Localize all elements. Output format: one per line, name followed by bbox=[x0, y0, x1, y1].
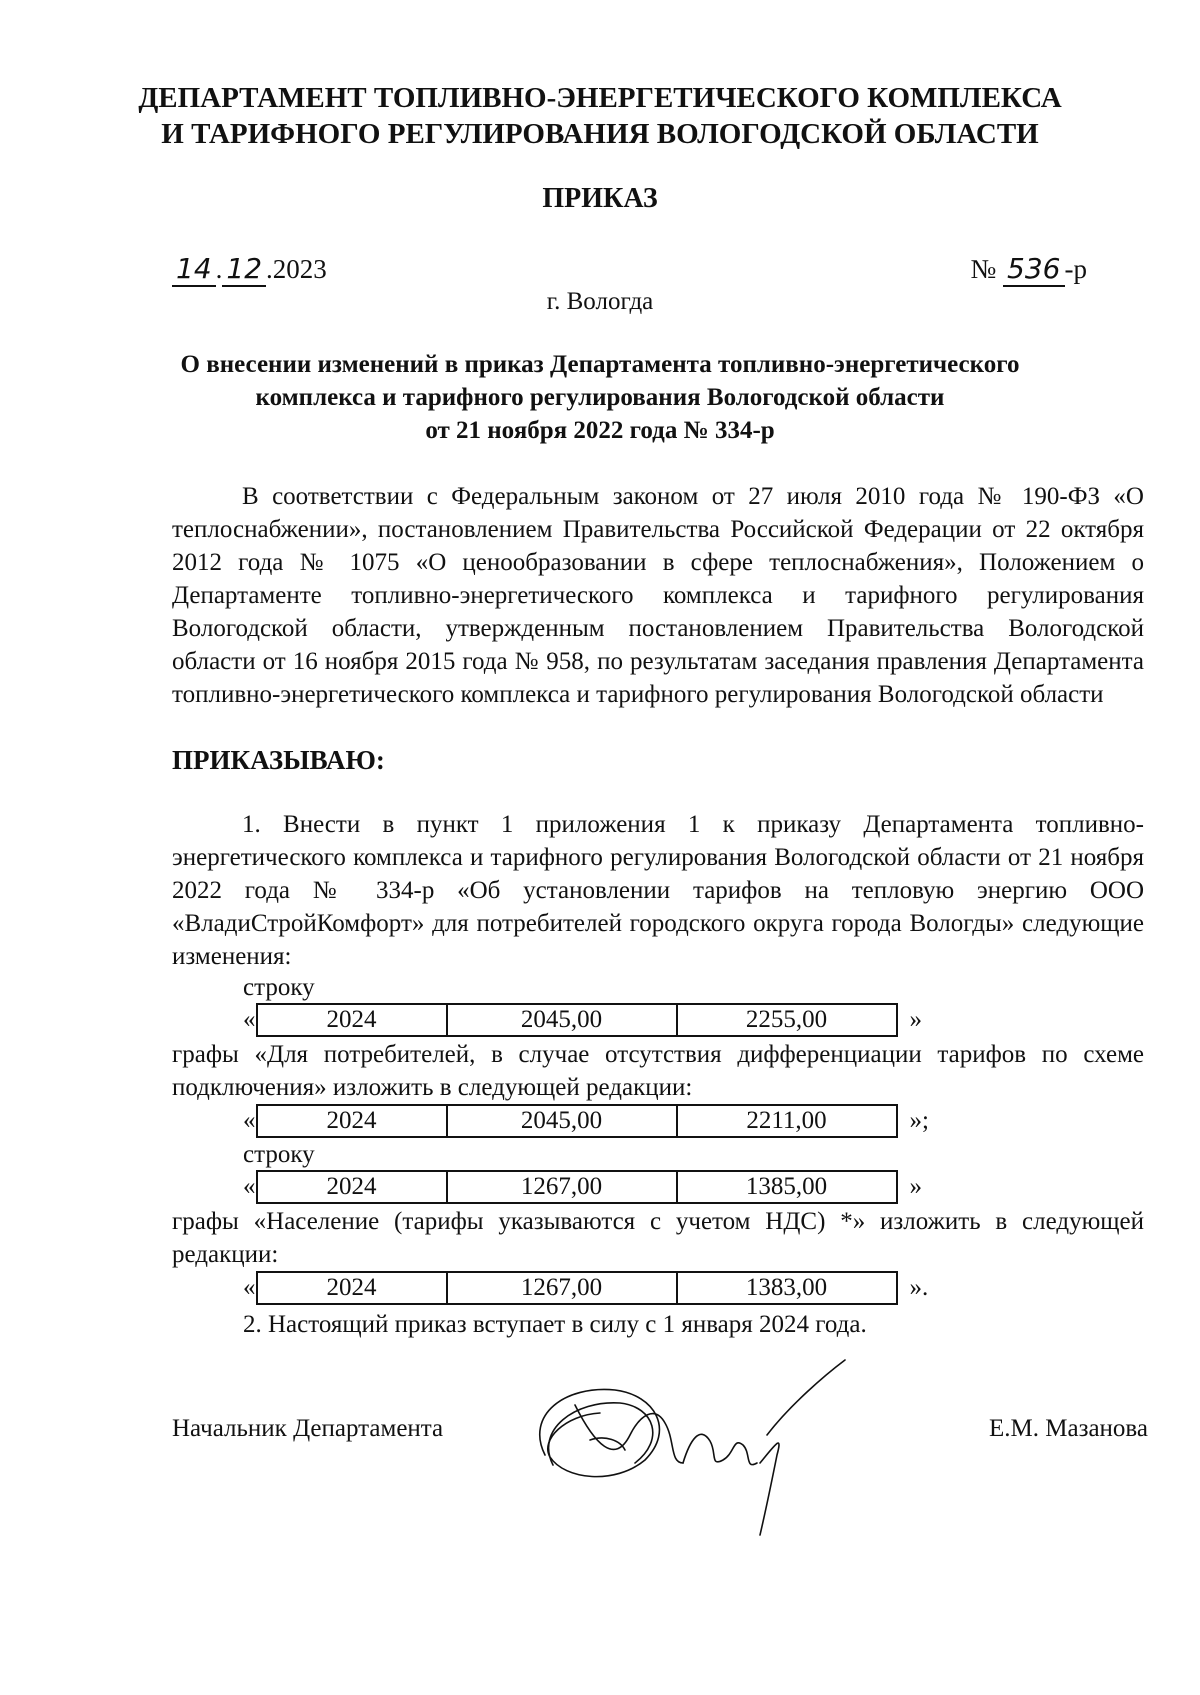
table-cell-tariff-1: 1267,00 bbox=[447, 1171, 677, 1203]
table-cell-tariff-2: 2211,00 bbox=[677, 1105, 897, 1137]
quote-close: » bbox=[909, 1173, 922, 1200]
subject-line-3: от 21 ноября 2022 года № 334-р bbox=[425, 417, 775, 444]
table-cell-year: 2024 bbox=[257, 1272, 447, 1304]
change1-new-row bbox=[243, 1104, 929, 1138]
order-number bbox=[971, 252, 1087, 286]
table-cell-tariff-2: 1385,00 bbox=[677, 1171, 897, 1203]
change2-label: строку bbox=[243, 1141, 315, 1168]
date-day-handwritten: 14 bbox=[172, 252, 216, 287]
quote-open: « bbox=[243, 1107, 256, 1134]
tariff-table bbox=[256, 1104, 898, 1138]
table-row bbox=[257, 1171, 897, 1203]
quote-open: « bbox=[243, 1173, 256, 1200]
table-cell-tariff-2: 1383,00 bbox=[677, 1272, 897, 1304]
handwritten-signature bbox=[505, 1345, 865, 1545]
change2-old-row bbox=[243, 1170, 922, 1204]
table-cell-tariff-1: 1267,00 bbox=[447, 1272, 677, 1304]
date-year: .2023 bbox=[266, 254, 327, 284]
quote-close: ». bbox=[909, 1274, 929, 1301]
quote-open: « bbox=[243, 1006, 256, 1033]
quote-open: « bbox=[243, 1274, 256, 1301]
tariff-table bbox=[256, 1170, 898, 1204]
table-cell-year: 2024 bbox=[257, 1171, 447, 1203]
change1-label: строку bbox=[243, 974, 315, 1001]
document-type: ПРИКАЗ bbox=[542, 183, 658, 214]
order-word: ПРИКАЗЫВАЮ: bbox=[172, 745, 385, 775]
preamble-paragraph: В соответствии с Федеральным законом от 27 июля 2010 года № 190-ФЗ «О теплоснабжении», постановлением Правительства Российской Федерации от 22 октября 2012 года № 1075 «О ценообразовании в сфере теплоснабжения», Положением о Департаменте топливно-энергетического комплекса и тарифного регулирования Вологодской области, утвержденным постановлением Правительства Вологодской области от 16 ноября 2015 года № 958, по результатам заседания правления Департамента топливно-энергетического комплекса и тарифного регулирования Вологодской области bbox=[172, 483, 1144, 708]
subject-line-2: комплекса и тарифного регулирования Вологодской области bbox=[255, 384, 945, 411]
order-date: 14 . 12 .2023 bbox=[172, 252, 327, 286]
signatory-name: Е.М. Мазанова bbox=[989, 1415, 1148, 1442]
table-cell-tariff-2: 2255,00 bbox=[677, 1004, 897, 1036]
table-row bbox=[257, 1272, 897, 1304]
department-header bbox=[0, 80, 1200, 152]
change2-new-row bbox=[243, 1271, 928, 1305]
number-handwritten: 536 bbox=[1003, 252, 1064, 287]
order-subject bbox=[140, 348, 1060, 447]
table-cell-tariff-1: 2045,00 bbox=[447, 1004, 677, 1036]
change1-text: графы «Для потребителей, в случае отсутствия дифференциации тарифов по схеме подключения» изложить в следующей редакции: bbox=[172, 1041, 1144, 1101]
tariff-table bbox=[256, 1271, 898, 1305]
header-line-2: И ТАРИФНОГО РЕГУЛИРОВАНИЯ ВОЛОГОДСКОЙ ОБЛАСТИ bbox=[161, 118, 1039, 150]
quote-close: » bbox=[909, 1006, 922, 1033]
signatory-title: Начальник Департамента bbox=[172, 1415, 444, 1442]
item-2-paragraph: 2. Настоящий приказ вступает в силу с 1 января 2024 года. bbox=[243, 1311, 867, 1338]
change2-text: графы «Население (тарифы указываются с учетом НДС) *» изложить в следующей редакции: bbox=[172, 1208, 1144, 1268]
subject-line-1: О внесении изменений в приказ Департамента топливно-энергетического bbox=[180, 351, 1020, 378]
number-prefix: № bbox=[970, 254, 997, 284]
change1-old-row bbox=[243, 1003, 922, 1037]
item-1-paragraph: 1. Внести в пункт 1 приложения 1 к приказу Департамента топливно-энергетического комплекса и тарифного регулирования Вологодской области от 21 ноября 2022 года № 334-р «Об установлении тарифов на тепловую энергию ООО «ВладиСтройКомфорт» для потребителей городского округа города Вологды» следующие изменения: bbox=[172, 811, 1144, 970]
header-line-1: ДЕПАРТАМЕНТ ТОПЛИВНО-ЭНЕРГЕТИЧЕСКОГО КОМПЛЕКСА bbox=[138, 82, 1062, 114]
table-cell-year: 2024 bbox=[257, 1004, 447, 1036]
table-row bbox=[257, 1105, 897, 1137]
table-row bbox=[257, 1004, 897, 1036]
table-cell-tariff-1: 2045,00 bbox=[447, 1105, 677, 1137]
tariff-table bbox=[256, 1003, 898, 1037]
date-month-handwritten: 12 bbox=[222, 252, 266, 287]
number-suffix: -р bbox=[1064, 254, 1087, 284]
table-cell-year: 2024 bbox=[257, 1105, 447, 1137]
city: г. Вологда bbox=[546, 288, 654, 315]
quote-close: »; bbox=[909, 1107, 929, 1134]
